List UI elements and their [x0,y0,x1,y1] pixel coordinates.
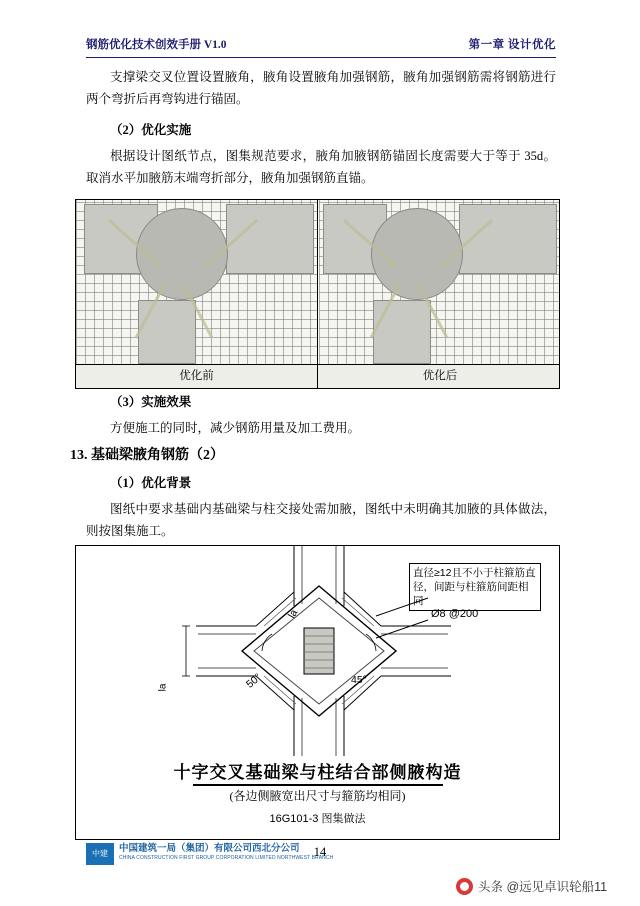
paragraph-support-beam: 支撑梁交叉位置设置腋角，腋角设置腋角加强钢筋，腋角加强钢筋需将钢筋进行两个弯折后再弯钩进行锚固。 [86,70,556,106]
company-logo-icon: 中建 [86,843,114,865]
page-header [86,36,556,52]
watermark-text: 头条 @远见卓识轮船11 [478,880,608,894]
paragraph-background-detail: 图纸中要求基础内基础梁与柱交接处需加腋，图纸中未明确其加腋的具体做法，则按图集施工。 [86,502,556,538]
figure2-title: 十字交叉基础梁与柱结合部侧腋构造 [173,763,462,782]
header-left-title: 钢筋优化技术创效手册 V1.0 [86,39,227,51]
header-divider [86,57,556,58]
watermark [456,877,607,895]
heading-optimization-implementation: （2）优化实施 [110,123,192,137]
paragraph-implementation-detail: 根据设计图纸节点，图集规范要求，腋角加腋钢筋锚固长度需要大于等于 35d。取消水平加腋筋末端弯折部分，腋角加强钢筋直锚。 [86,149,556,185]
figure-before-image [76,200,318,365]
note-stirrup-diameter: 直径≥12且不小于柱箍筋直径，间距与柱箍筋间距相同 [409,563,541,611]
header-right-chapter: 第一章 设计优化 [468,39,556,51]
angle-label-right: 45° [351,674,367,686]
toutiao-icon [456,878,473,895]
caption-before: 优化前 [76,365,318,388]
paragraph-effect-detail: 方便施工的同时，减少钢筋用量及加工费用。 [110,421,361,435]
figure-after-image [319,200,560,365]
page-number: 14 [313,845,327,859]
angle-label-left: 50° [244,671,264,691]
note-bar-spec: Ø8 @200 [431,608,479,620]
company-name-cn: 中国建筑一局（集团）有限公司西北分公司 [119,843,300,854]
heading-optimization-background: （1）优化背景 [110,476,192,490]
company-name-en: CHINA CONSTRUCTION FIRST GROUP CORPORATION LIMITED NORTHWEST BRANCH [119,855,334,861]
figure2-source-note: 16G101-3 图集做法 [269,813,366,825]
figure2-title-underline [193,784,443,786]
caption-after: 优化后 [422,370,458,382]
section-heading-13: 13. 基础梁腋角钢筋（2） [70,448,224,463]
dimension-label-la: la [285,607,301,621]
figure-before-after [75,199,560,389]
dimension-label-lb: la [157,683,169,692]
figure2-subtitle: (各边侧腋宽出尺寸与箍筋均相同) [229,789,406,803]
heading-implementation-effect: （3）实施效果 [110,395,192,409]
figure-caption-bar [76,364,560,388]
figure-cross-beam-detail [75,545,560,840]
